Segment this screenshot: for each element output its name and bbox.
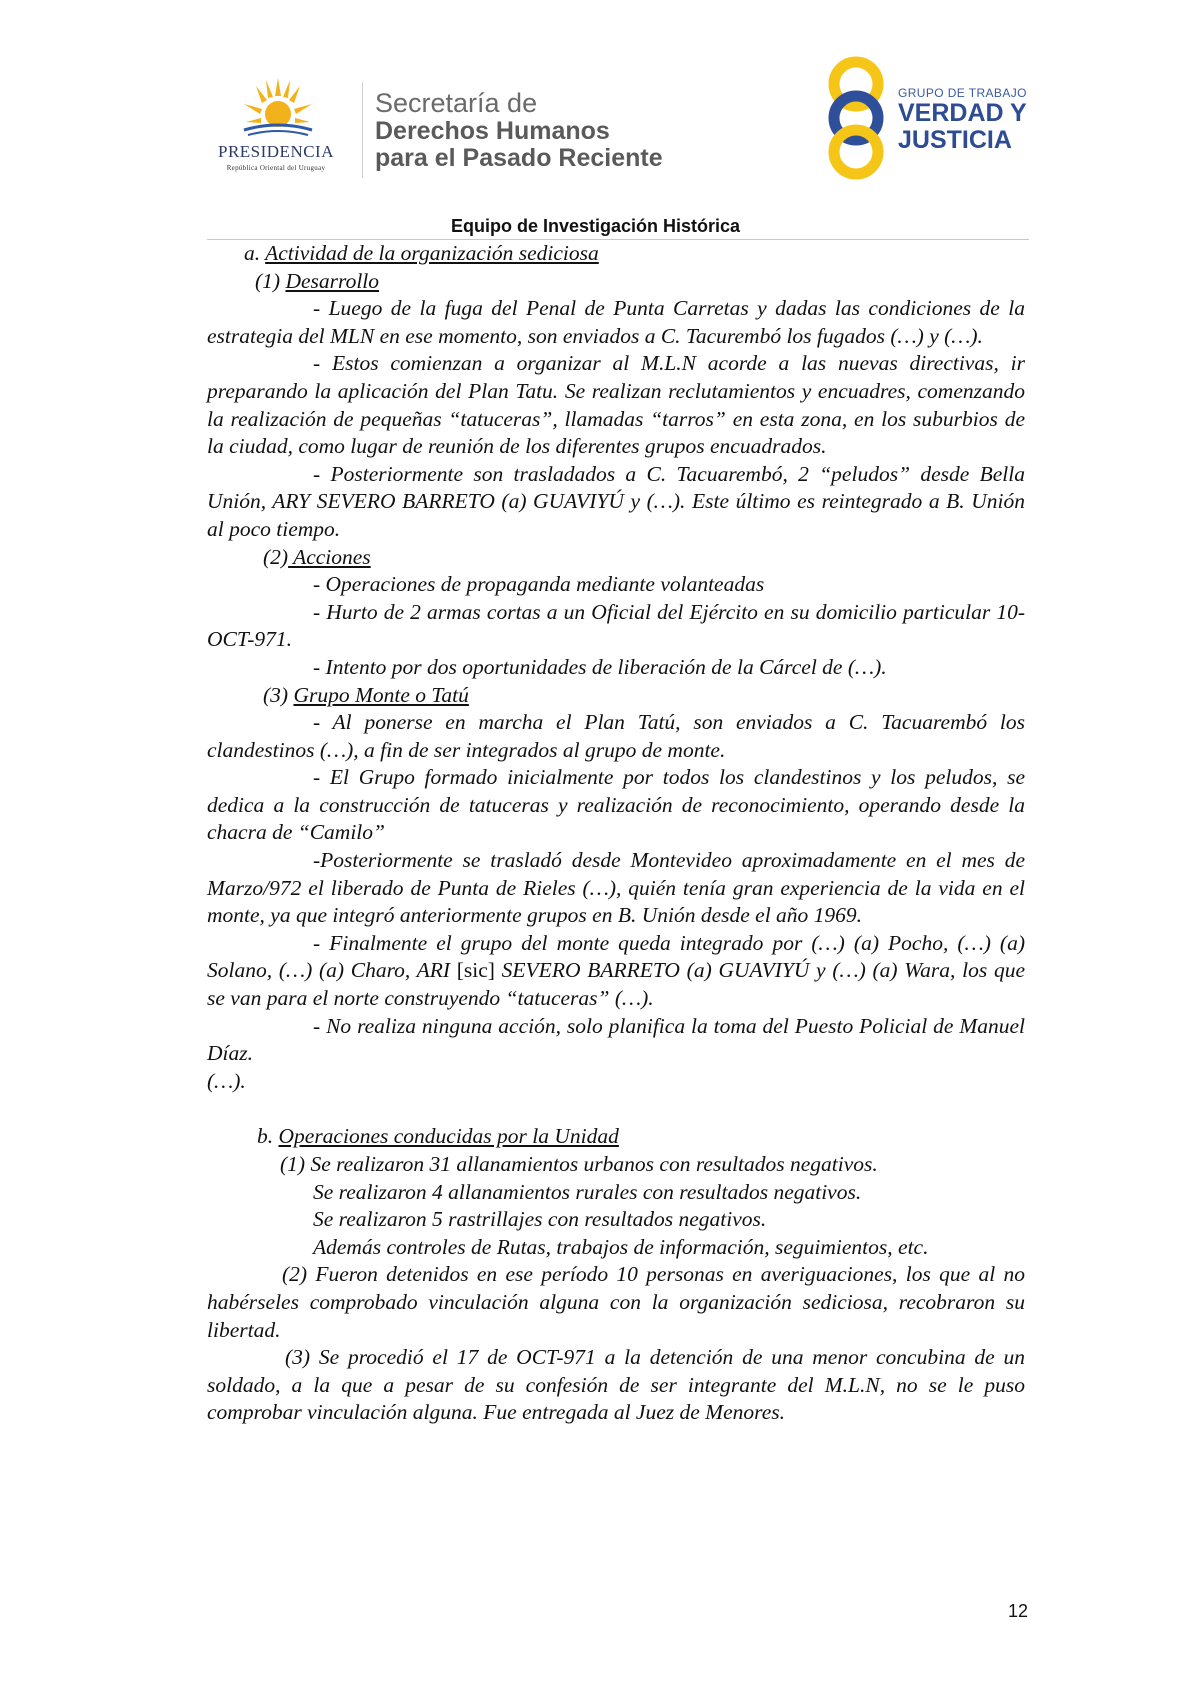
sun-emblem-icon <box>242 78 314 138</box>
subsection-3-label: (3) <box>263 682 294 707</box>
ellipsis-line: (…). <box>207 1068 246 1093</box>
secretaria-line-2: Derechos Humanos <box>375 117 610 145</box>
subsection-3-heading <box>207 682 1025 710</box>
subsection-2-title: Acciones <box>288 544 371 569</box>
paragraph: - Luego de la fuga del Penal de Punta Carretas y dadas las condiciones de la estrategia del MLN en ese momento, son enviados a C. Tacurembó los fugados (…) y (…). <box>207 296 1025 348</box>
subsection-3-title: Grupo Monte o Tatú <box>293 682 469 707</box>
section-a-label: a. <box>244 241 266 265</box>
grupo-trabajo-label: GRUPO DE TRABAJO <box>898 86 1027 100</box>
subsection-2-label: (2) <box>263 544 289 569</box>
paragraph: - Operaciones de propaganda mediante volanteadas <box>313 572 765 597</box>
presidencia-title: PRESIDENCIA <box>217 142 334 161</box>
secretaria-line-3: para el Pasado Reciente <box>375 144 663 172</box>
paragraph: - No realiza ninguna acción, solo planifica la toma del Puesto Policial de Manuel Díaz. <box>207 1013 1025 1066</box>
section-b-label: b. <box>257 1124 279 1149</box>
verdad-justicia-rings-icon <box>822 56 890 180</box>
paragraph <box>207 930 1025 1013</box>
section-a-heading <box>207 240 1025 268</box>
team-heading: Equipo de Investigación Histórica <box>450 216 741 236</box>
section-b-heading <box>207 1123 1025 1151</box>
list-line: Se realizaron 4 allanamientos rurales con resultados negativos. <box>313 1179 862 1204</box>
paragraph-part: - Finalmente el grupo del monte queda integrado por (…) (a) Pocho, (…) (a) Solano, (…) (a) Charo, ARI <box>207 930 1025 983</box>
sic-annotation: [sic] <box>456 958 495 983</box>
justicia-label: JUSTICIA <box>898 126 1012 154</box>
paragraph: - Posteriormente son trasladados a C. Tacuarembó, 2 “peludos” desde Bella Unión, ARY SEVERO BARRETO (a) GUAVIYÚ y (…). Este último es reintegrado a B. Unión al poco tiempo. <box>207 461 1025 541</box>
subsection-1-label: (1) <box>255 268 286 293</box>
paragraph: - Hurto de 2 armas cortas a un Oficial del Ejército en su domicilio particular 10-OCT-971. <box>207 599 1025 652</box>
paragraph: (2) Fueron detenidos en ese período 10 personas en averiguaciones, los que al no habérseles comprobado vinculación alguna con la organización sediciosa, recobraron su libertad. <box>207 1262 1025 1342</box>
list-line-text: (1) Se realizaron 31 allanamientos urbanos con resultados negativos. <box>280 1152 878 1176</box>
subsection-1-title: Desarrollo <box>285 268 380 293</box>
section-gap <box>207 1095 1025 1123</box>
header-divider <box>362 82 363 178</box>
paragraph: - Al ponerse en marcha el Plan Tatú, son enviados a C. Tacuarembó los clandestinos (…), a fin de ser integrados al grupo de monte. <box>207 710 1025 762</box>
section-a-title: Actividad de la organización sediciosa <box>265 241 599 265</box>
paragraph: - Intento por dos oportunidades de liberación de la Cárcel de (…). <box>313 654 887 679</box>
paragraph: - El Grupo formado inicialmente por todos los clandestinos y los peludos, se dedica a la construcción de tatuceras y realización de reconocimiento, operando desde la chacra de “Camilo” <box>207 765 1025 845</box>
list-line: Se realizaron 5 rastrillajes con resultados negativos. <box>313 1207 767 1232</box>
presidencia-logo <box>198 78 354 178</box>
paragraph: (3) Se procedió el 17 de OCT-971 a la detención de una menor concubina de un soldado, a la que a pesar de su confesión de ser integrante del M.L.N, no se le puso comprobar vinculación alguna. Fue entregada al Juez de Menores. <box>207 1345 1025 1425</box>
subsection-2-heading <box>207 544 1025 572</box>
presidencia-subtitle: República Oriental del Uruguay <box>226 164 326 172</box>
paragraph-part: SEVERO BARRETO (a) GUAVIYÚ y (…) (a) Wara, los que se van para el norte construyendo “tatuceras” (…). <box>207 958 1025 1011</box>
secretaria-logo-text <box>375 88 663 172</box>
verdad-label: VERDAD Y <box>898 99 1027 127</box>
section-b-title: Operaciones conducidas por la Unidad <box>278 1124 619 1149</box>
paragraph: -Posteriormente se trasladó desde Montevideo aproximadamente en el mes de Marzo/972 el liberado de Punta de Rieles (…), quién tenía gran experiencia de la vida en el monte, ya que integró anteriormente grupos en B. Unión desde el año 1969. <box>207 848 1025 928</box>
document-body <box>207 240 1025 1427</box>
subsection-1-heading <box>207 268 1025 296</box>
list-line: Además controles de Rutas, trabajos de información, seguimientos, etc. <box>313 1234 929 1259</box>
paragraph: - Estos comienzan a organizar al M.L.N acorde a las nuevas directivas, ir preparando la aplicación del Plan Tatu. Se realizan reclutamientos y encuadres, comenzando la realización de pequeñas “tatuceras”, llamadas “tarros” en esta zona, en los suburbios de la ciudad, como lugar de reunión de los diferentes grupos encuadrados. <box>207 351 1025 459</box>
page-number: 12 <box>1008 1601 1029 1621</box>
secretaria-line-1: Secretaría de <box>375 88 538 118</box>
list-line <box>207 1151 1025 1179</box>
verdad-justicia-text <box>898 86 1027 154</box>
